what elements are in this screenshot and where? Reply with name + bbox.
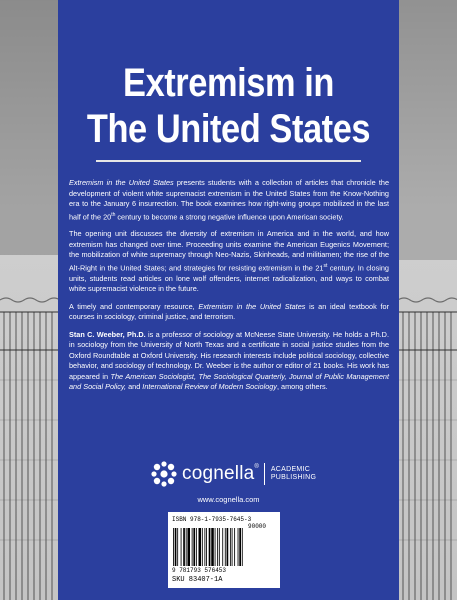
description-text: Stan C. Weeber, Ph.D. [69,329,146,339]
tagline-line-2: PUBLISHING [270,474,317,481]
description-text: A timely and contemporary resource, [69,301,199,311]
isbn-barcode-box [168,512,280,588]
barcode-bar [173,528,174,566]
barcode-bar [215,528,216,566]
description-paragraph [69,302,389,323]
book-description [69,178,389,400]
description-text: century to become a strong negative influence upon American society. [115,211,344,221]
description-paragraph [69,229,389,294]
barcode-bar [239,528,241,566]
description-text: is an ideal textbook for courses in sociology, criminal justice, and terrorism. [69,301,390,322]
barcode-bar [192,528,193,566]
barcode-bar [193,528,195,566]
description-text: Extremism in the United States [69,178,174,187]
barcode-bar [211,528,214,566]
cognella-logo-icon [150,460,178,488]
book-title-line-1: Extremism in [123,61,334,105]
barcode-bar [209,528,211,566]
description-text: The opening unit discusses the diversity of extremism in America and in the world, and how extremism has changed over time. Proceeding units examine the American Eugenics Movement; the mobilization of white supremacy through Neo-Nazis, Skinheads, and militiamen; the rise of the Alt-Right in the United States; and strategies for resisting extremism in the 21 [69,229,389,273]
barcode-bar [175,528,177,566]
description-paragraph [69,178,389,222]
cover-panel [58,0,399,600]
barcode-bar [219,528,220,566]
barcode-bar [222,528,223,566]
book-title-line-2: The United States [86,107,371,151]
description-text: presents students with a collection of articles that chronicle the development of violent white supremacist extremism in the United States from the Know-Nothing era to the January 6 insurrection. The book examines how right-wing groups mobilized in the last half of the 20 [69,178,389,221]
barcode-bar [187,528,190,566]
description-text: International Review of Modern Sociology [142,382,277,392]
description-text: Extremism in the United States [198,301,306,311]
description-text: st [323,262,328,269]
barcode-bar [181,528,182,566]
publisher-tagline [271,466,316,483]
price-code: 90000 [248,523,267,530]
publisher-logo [150,460,316,488]
barcode-bars [172,528,276,566]
barcode-bar [225,528,226,566]
barcode-bar [227,528,229,566]
publisher-name: cognella [182,463,255,484]
description-text: The American Sociologist, The Sociological Quarterly, Journal of Public Management and Social Policy, [69,371,389,392]
barcode-bar [234,528,235,566]
description-text: century. In closing units, students read articles on lone wolf offenders, internet radicalization, and ways to combat white supremacist violence in the future. [69,263,389,294]
barcode-bar [206,528,207,566]
isbn-number: ISBN 978-1-7935-7645-3 [172,516,252,523]
description-text: , among others. [276,382,328,392]
barcode-bar [177,528,178,566]
barcode-bar [242,528,243,566]
barcode-bar [238,528,239,566]
barcode-bar [202,528,203,566]
publisher-website[interactable]: www.cognella.com [197,495,260,504]
description-paragraph [69,330,389,393]
barcode-bar [232,528,233,566]
barcode-bar [183,528,185,566]
registered-mark: ® [254,464,259,470]
sku-number: SKU 83407-1A [172,576,223,584]
tagline-line-1: ACADEMIC [270,465,311,473]
logo-separator [264,463,265,485]
barcode-bar [230,528,231,566]
barcode-bar [186,528,187,566]
title-divider [96,160,361,162]
description-text: is a professor of sociology at McNeese State University. He holds a Ph.D. in sociology from the University of North Texas and a certificate in social justice studies from the Oxford Roundtable at Oxford University. His research interests include political sociology, collective behavior, and sociology of technology. Dr. Weeber is the author or editor of 21 books. His work has appeared in [69,329,389,381]
description-text: th [111,211,116,218]
barcode-bar [217,528,218,566]
book-title [82,60,375,152]
barcode-bar [204,528,205,566]
barcode-bar [196,528,197,566]
barcode-bar [199,528,202,566]
barcode-digits: 9 781793 576453 [172,567,227,574]
description-text: and [126,382,143,392]
